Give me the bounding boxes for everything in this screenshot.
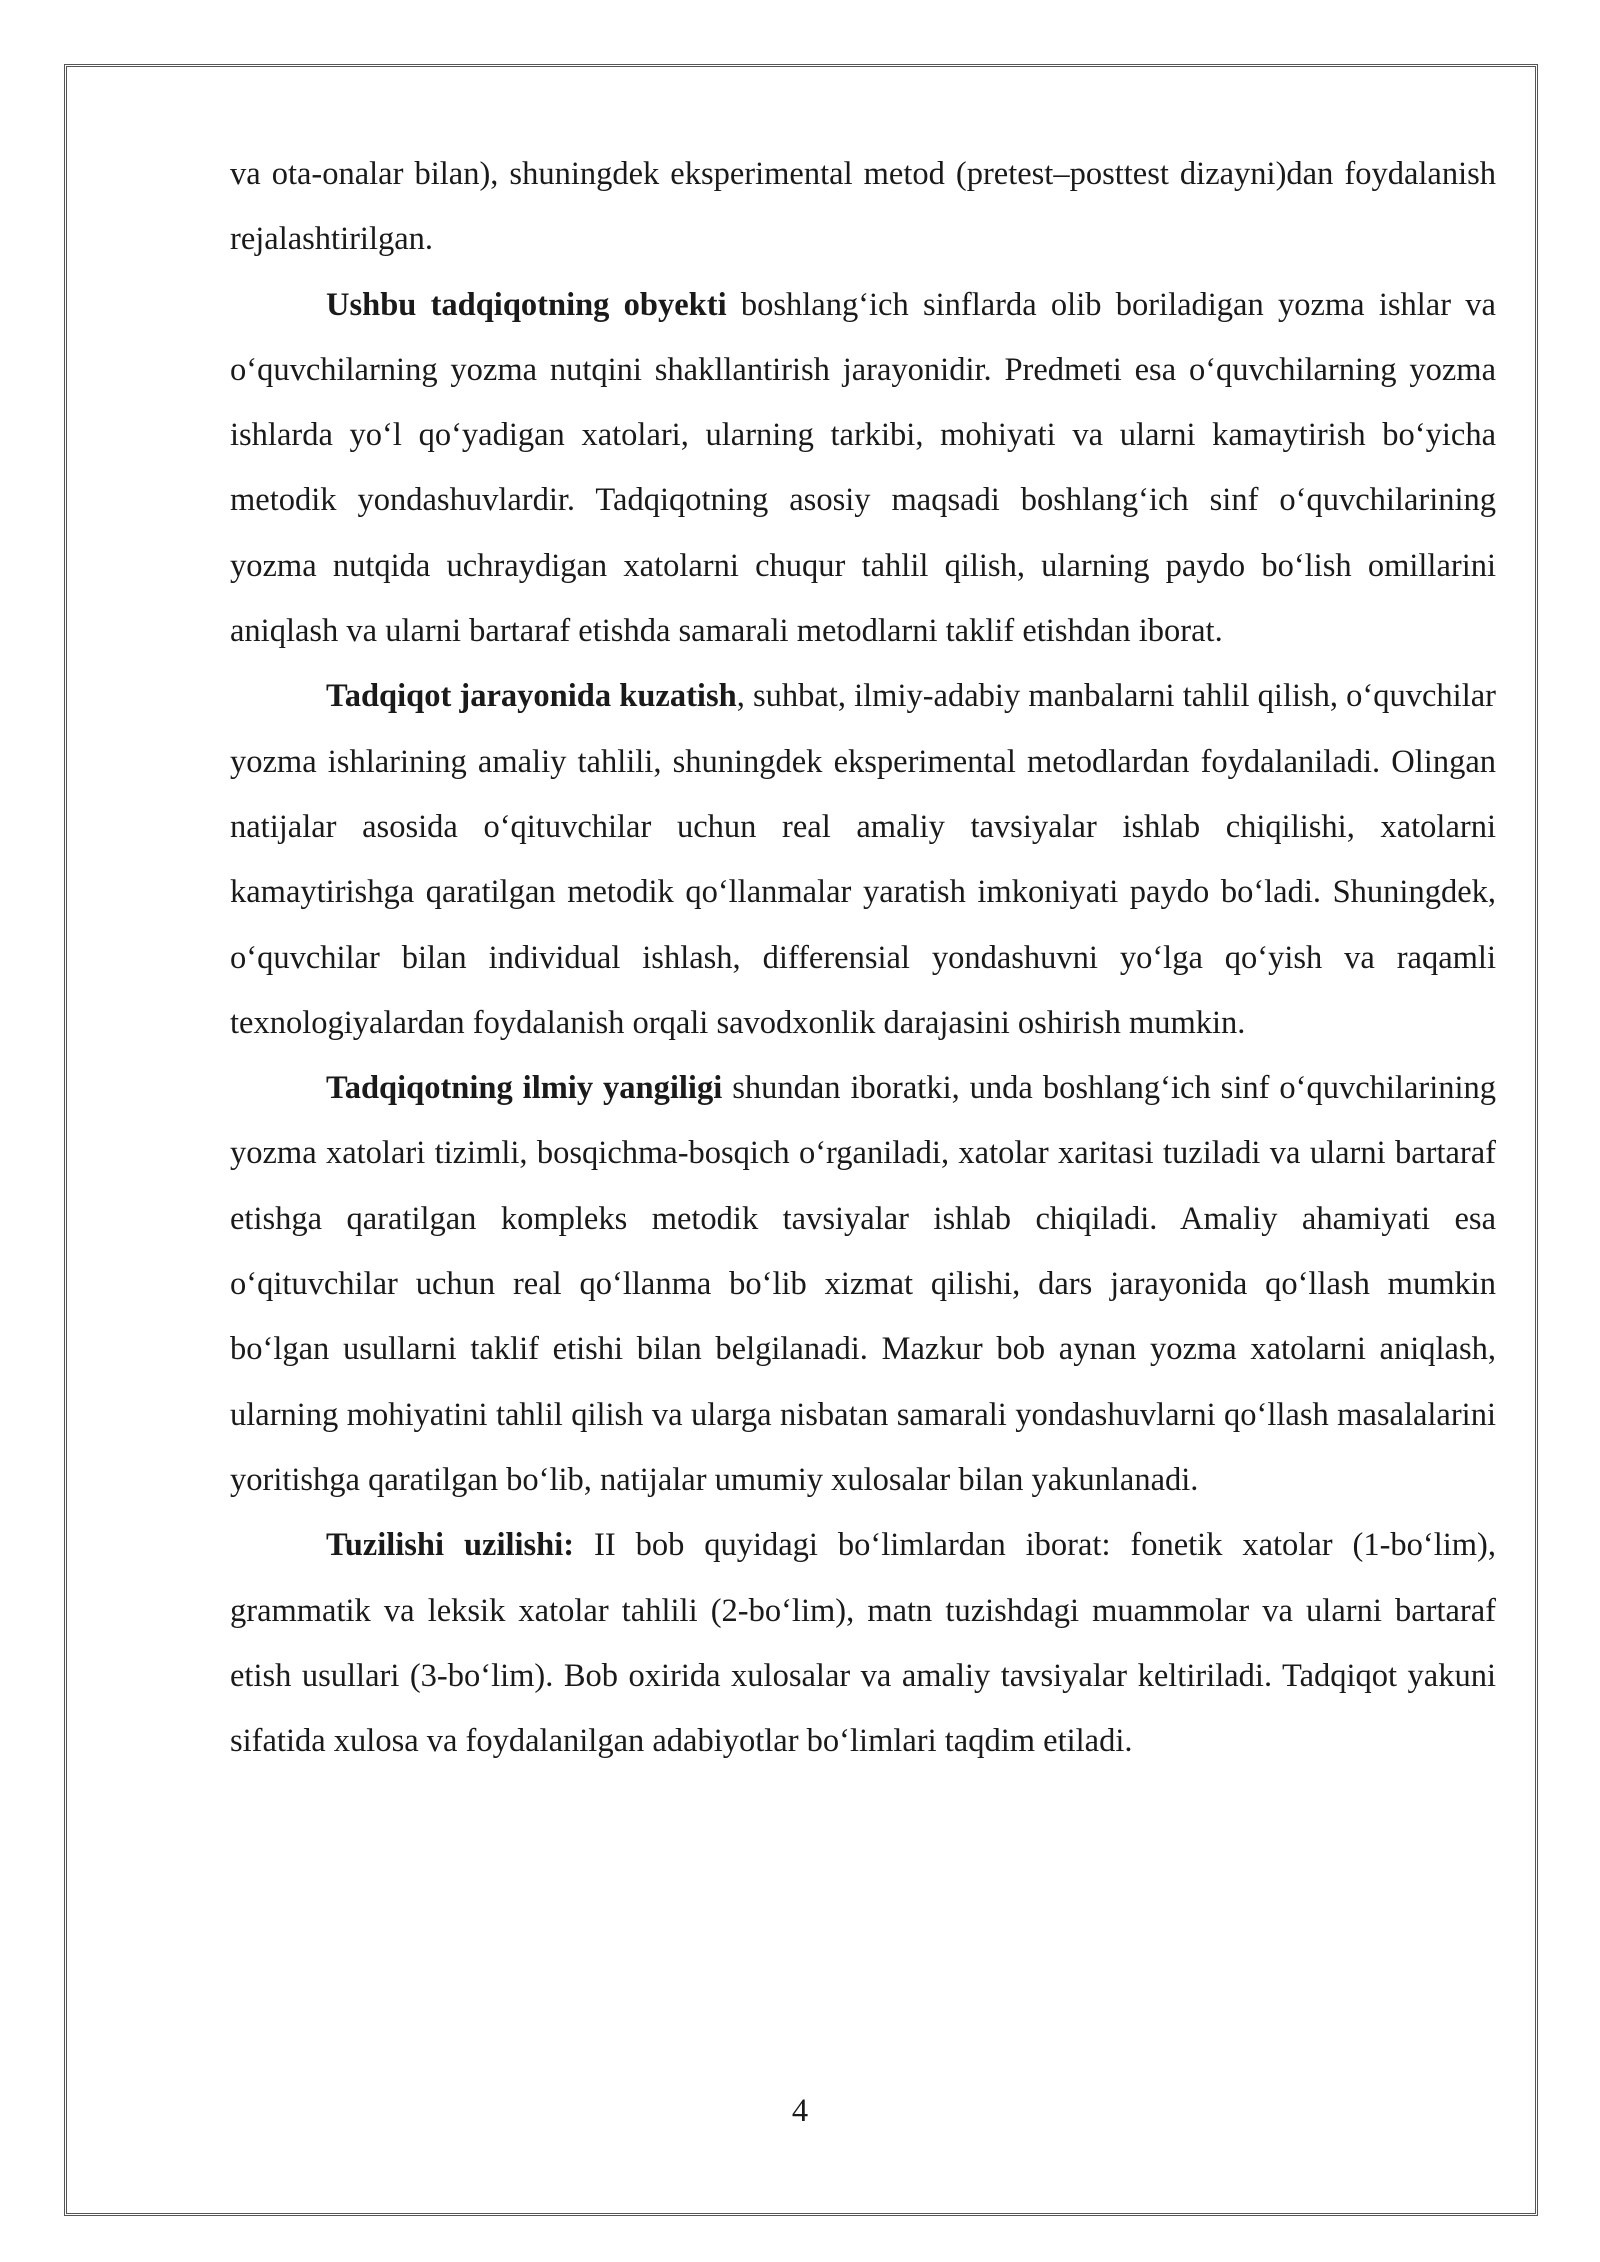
paragraph-structure bbox=[230, 1513, 1496, 1774]
paragraph-continuation bbox=[230, 142, 1496, 273]
paragraph-lead: Tadqiqotning ilmiy yangiligi bbox=[326, 1070, 723, 1107]
paragraph-text: , suhbat, ilmiy-adabiy manbalarni tahlil qilish, o‘quvchilar yozma ishlarining amaliy tahlili, shuningdek eksperimental metodlardan foydalaniladi. Olingan natijalar asosida o‘qituvchilar uchun real amaliy tavsiyalar ishlab chiqilishi, xatolarni kamaytirishga qaratilgan metodik qo‘llanmalar yaratish imkoniyati paydo bo‘ladi. Shuningdek, o‘quvchilar bilan individual ishlash, differensial yondashuvni yo‘lga qo‘yish va raqamli texnologiyalardan foydalanish orqali savodxonlik darajasini oshirish mumkin. bbox=[230, 678, 1496, 1041]
paragraph-research-methods bbox=[230, 664, 1496, 1056]
paragraph-text: shundan iboratki, unda boshlang‘ich sinf o‘quvchilarining yozma xatolari tizimli, bosqichma-bosqich o‘rganiladi, xatolar xaritasi tuziladi va ularni bartaraf etishga qaratilgan kompleks metodik tavsiyalar ishlab chiqiladi. Amaliy ahamiyati esa o‘qituvchilar uchun real qo‘llanma bo‘lib xizmat qilishi, dars jarayonida qo‘llash mumkin bo‘lgan usullarni taklif etishi bilan belgilanadi. Mazkur bob aynan yozma xatolarni aniqlash, ularning mohiyatini tahlil qilish va ularga nisbatan samarali yondashuvlarni qo‘llash masalalarini yoritishga qaratilgan bo‘lib, natijalar umumiy xulosalar bilan yakunlanadi. bbox=[230, 1070, 1497, 1498]
paragraph-lead: Tuzilishi uzilishi: bbox=[326, 1527, 575, 1564]
paragraph-text: II bob quyidagi bo‘limlardan iborat: fonetik xatolar (1-bo‘lim), grammatik va leksik xatolar tahlili (2-bo‘lim), matn tuzishdagi muammolar va ularni bartaraf etish usullari (3-bo‘lim). Bob oxirida xulosalar va amaliy tavsiyalar keltiriladi. Tadqiqot yakuni sifatida xulosa va foydalanilgan adabiyotlar bo‘limlari taqdim etiladi. bbox=[230, 1527, 1496, 1760]
paragraph-text: va ota-onalar bilan), shuningdek eksperimental metod (pretest–posttest dizayni)dan foydalanish rejalashtirilgan. bbox=[230, 156, 1496, 258]
paragraph-text: boshlang‘ich sinflarda olib boriladigan yozma ishlar va o‘quvchilarning yozma nutqini shakllantirish jarayonidir. Predmeti esa o‘quvchilarning yozma ishlarda yo‘l qo‘yadigan xatolari, ularning tarkibi, mohiyati va ularni kamaytirish bo‘yicha metodik yondashuvlardir. Tadqiqotning asosiy maqsadi boshlang‘ich sinf o‘quvchilarining yozma nutqida uchraydigan xatolarni chuqur tahlil qilish, ularning paydo bo‘lish omillarini aniqlash va ularni bartaraf etishda samarali metodlarni taklif etishdan iborat. bbox=[230, 286, 1496, 650]
document-body bbox=[230, 142, 1496, 1774]
page-number: 4 bbox=[791, 2093, 809, 2129]
paragraph-lead: Ushbu tadqiqotning obyekti bbox=[326, 286, 727, 323]
paragraph-lead: Tadqiqot jarayonida kuzatish bbox=[326, 678, 737, 715]
paragraph-research-object bbox=[230, 273, 1496, 665]
paragraph-scientific-novelty bbox=[230, 1056, 1496, 1513]
